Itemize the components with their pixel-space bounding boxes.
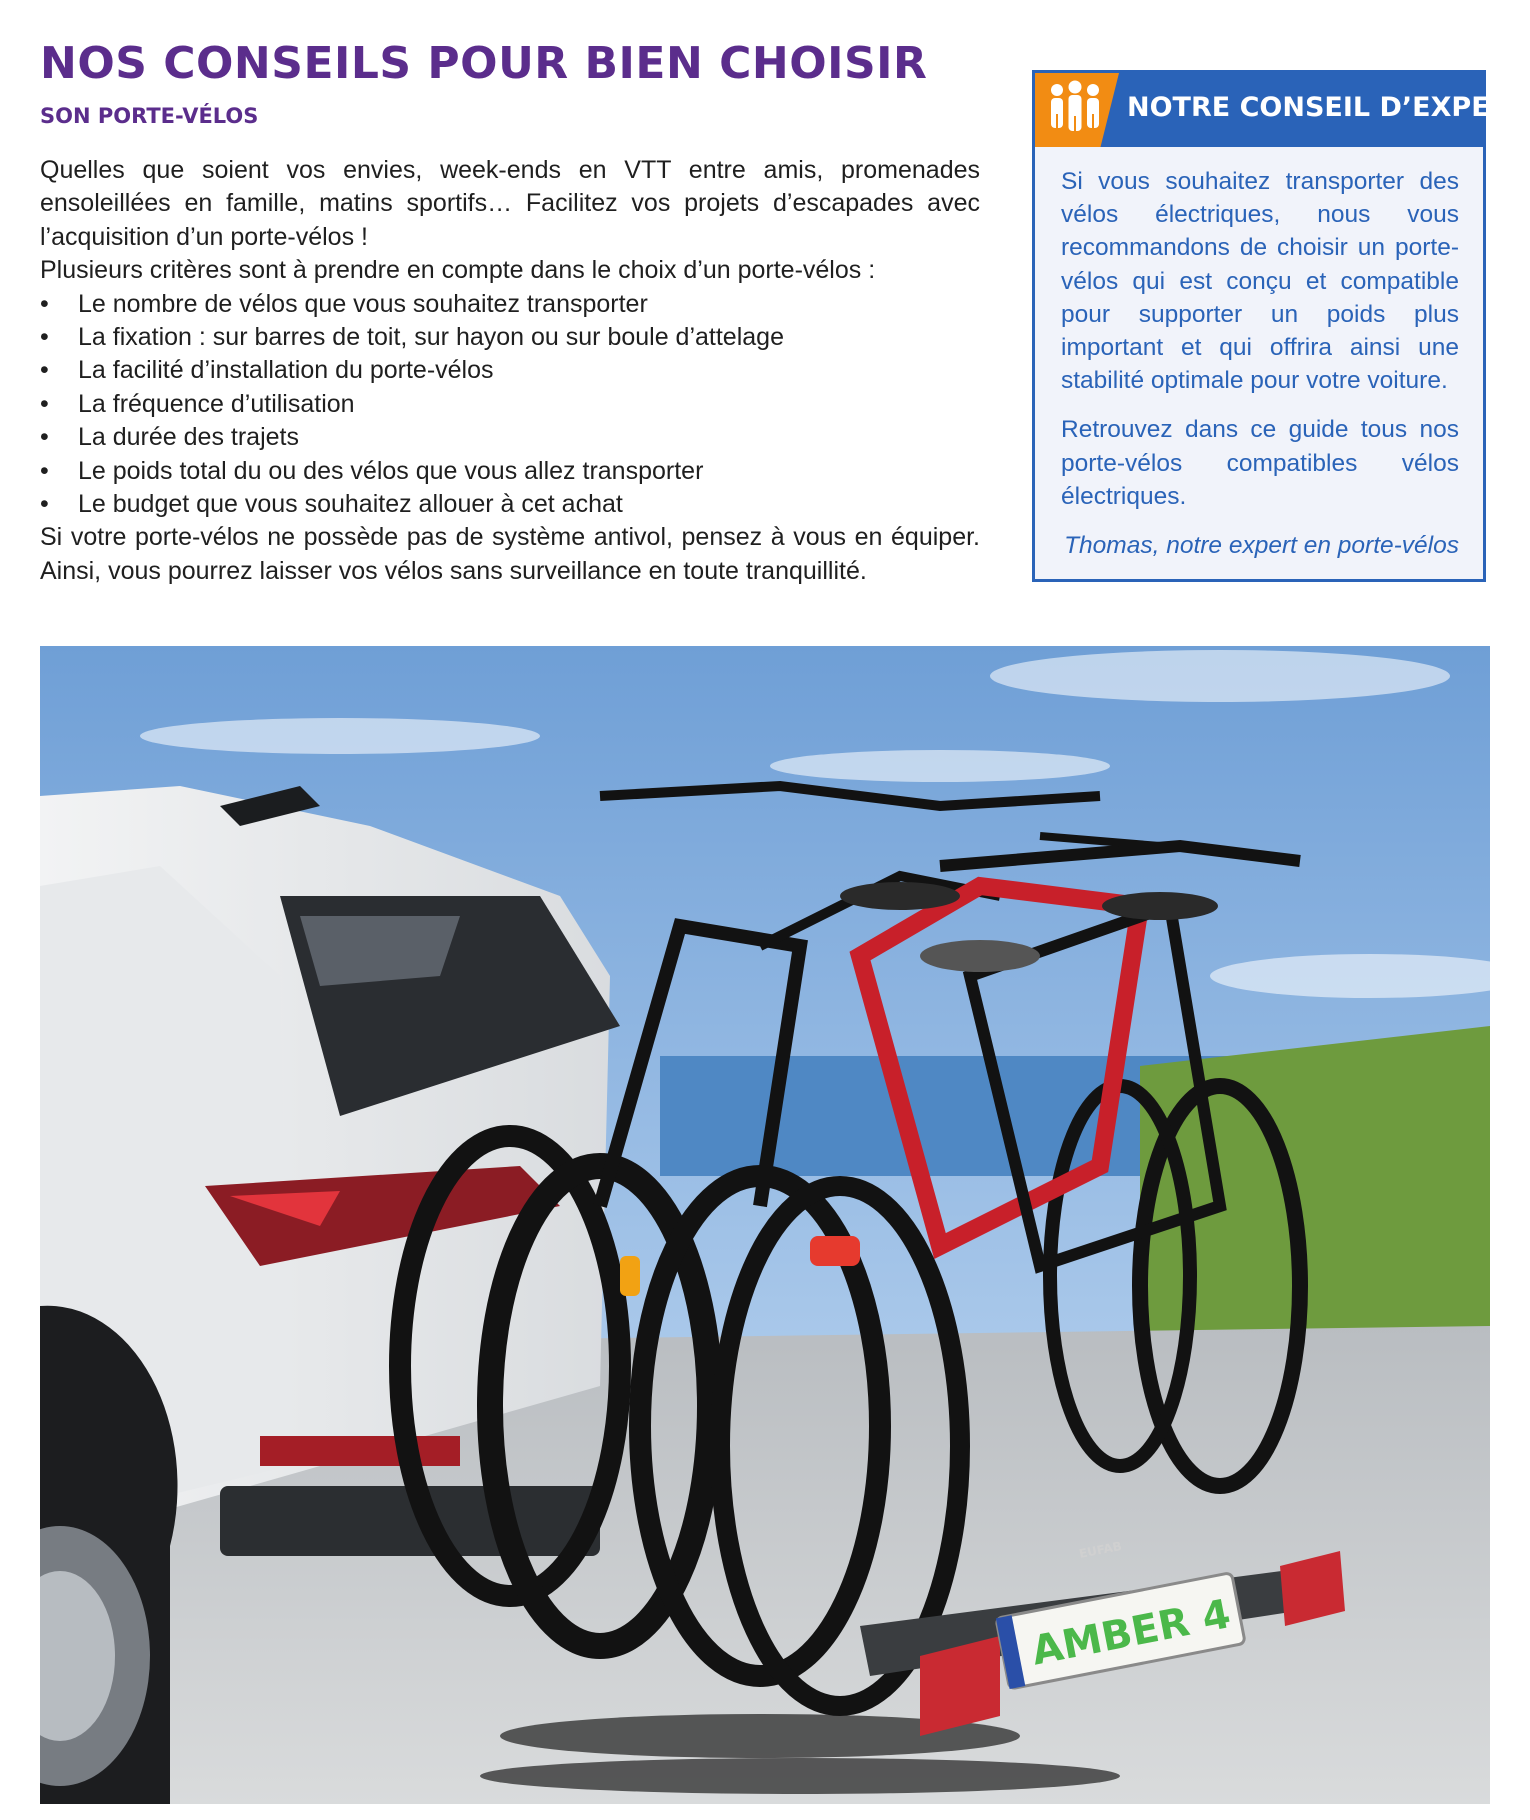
criteria-item [40,421,980,454]
bullet: • [40,490,49,519]
expert-title: NOTRE CONSEIL D’EXPERT [1127,92,1528,123]
people-group-icon [1043,78,1107,142]
criteria-item [40,455,980,488]
page-subtitle: SON PORTE-VÉLOS [40,104,259,128]
criteria-item-text: La fixation : sur barres de toit, sur hayon ou sur boule d’attelage [78,323,784,352]
criteria-item [40,321,980,354]
bike-carrier-photo [40,646,1490,1804]
criteria-item [40,388,980,421]
criteria-intro: Plusieurs critères sont à prendre en compte dans le choix d’un porte-vélos : [40,256,876,285]
expert-paragraph: Si vous souhaitez transporter des vélos électriques, nous vous recommandons de choisir un porte-vélos qui est conçu et compatible pour supporter un poids plus important et qui offrira ainsi une stabilité optimale pour votre voiture. [1061,168,1459,395]
expert-advice-box [1032,70,1528,582]
criteria-item [40,354,980,387]
expert-guide-note: Retrouvez dans ce guide tous nos porte-vélos compatibles vélos électriques. [1061,416,1459,510]
expert-signature: Thomas, notre expert en porte-vélos [1064,532,1459,560]
expert-body [1061,165,1459,562]
bullet: • [40,389,49,418]
page-title: NOS CONSEILS POUR BIEN CHOISIR [40,38,928,89]
criteria-list [40,288,980,522]
antitheft-paragraph: Si votre porte-vélos ne possède pas de système antivol, pensez à vous en équiper. Ainsi, vous pourrez laisser vos vélos sans surveillance en toute tranquillité. [40,523,980,585]
bullet: • [40,289,49,318]
criteria-item [40,288,980,321]
bullet: • [40,423,49,452]
criteria-item-text: Le poids total du ou des vélos que vous allez transporter [78,456,704,485]
bullet: • [40,356,49,385]
intro-text [40,154,980,588]
bullet: • [40,323,49,352]
plate-text: AMBER 4 [1028,1591,1235,1675]
criteria-item-text: La facilité d’installation du porte-vélos [78,356,494,385]
criteria-item-text: Le budget que vous souhaitez allouer à cet achat [78,490,623,519]
criteria-item-text: Le nombre de vélos que vous souhaitez transporter [78,289,648,318]
intro-paragraph: Quelles que soient vos envies, week-ends en VTT entre amis, promenades ensoleillées en famille, matins sportifs… Facilitez vos projets d’escapades avec l’acquisition d’un porte-vélos ! [40,156,980,251]
expert-icon-badge [1035,73,1119,147]
criteria-item [40,488,980,521]
expert-header [1035,73,1528,147]
bullet: • [40,456,49,485]
criteria-item-text: La fréquence d’utilisation [78,389,355,418]
criteria-item-text: La durée des trajets [78,423,299,452]
carrier-brand: EUFAB [1077,1538,1123,1561]
